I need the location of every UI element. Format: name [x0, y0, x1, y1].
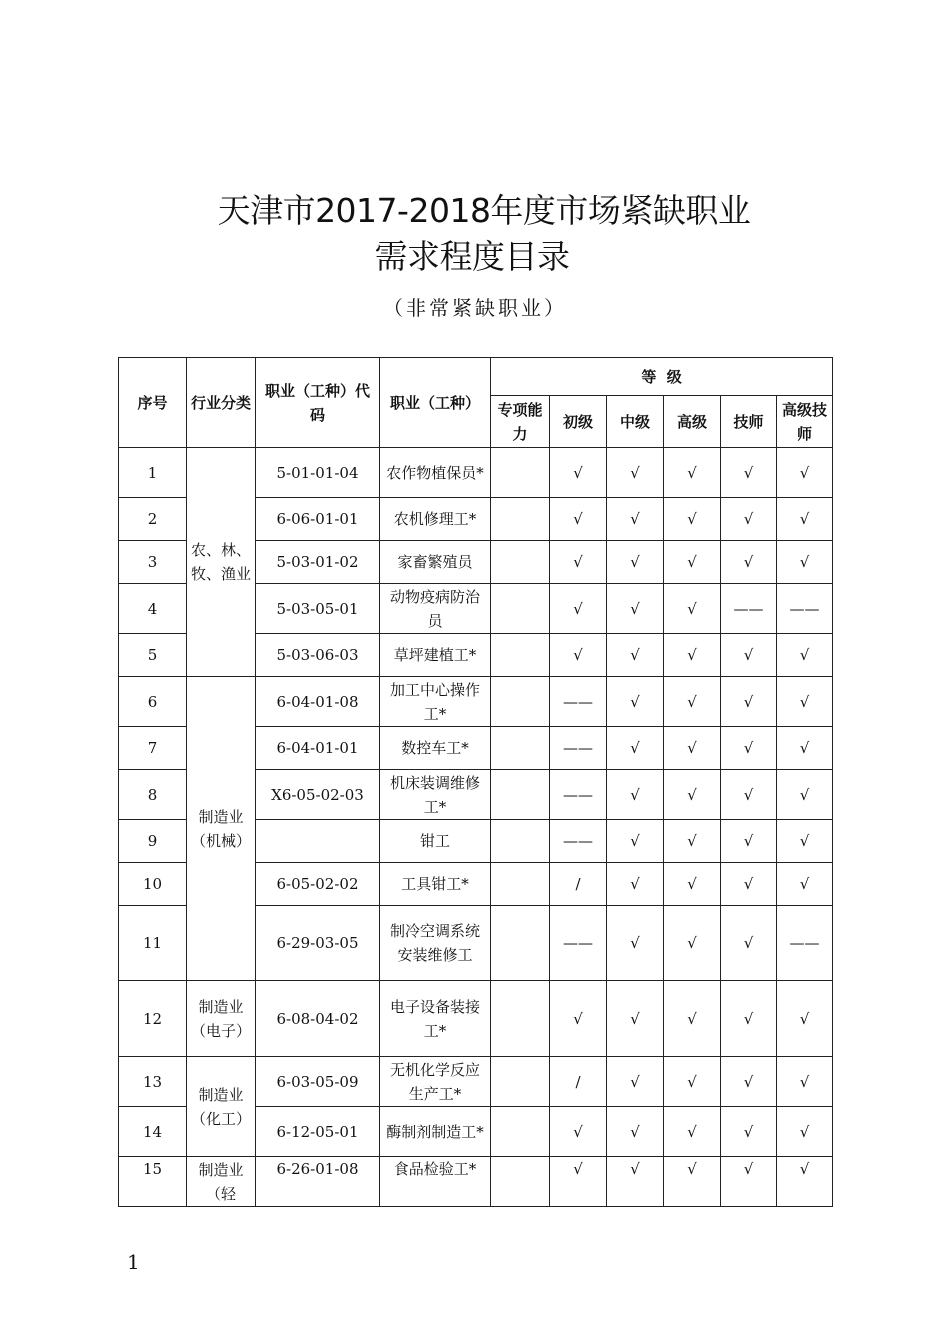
cell-level: √: [550, 498, 607, 541]
cell-level: √: [607, 1057, 664, 1107]
cell-code: 6-29-03-05: [256, 906, 380, 981]
cell-level: √: [721, 863, 777, 906]
cell-level: √: [664, 820, 721, 863]
cell-seq: 11: [119, 906, 187, 981]
cell-level: √: [777, 1157, 833, 1207]
cell-occupation: 机床装调维修工*: [380, 770, 491, 820]
header-level-technician: 技师: [721, 396, 777, 448]
cell-occupation: 钳工: [380, 820, 491, 863]
cell-level: √: [550, 634, 607, 677]
cell-level: √: [664, 541, 721, 584]
cell-code: 6-05-02-02: [256, 863, 380, 906]
cell-level: √: [664, 448, 721, 498]
cell-level: √: [664, 1107, 721, 1157]
cell-level: √: [607, 727, 664, 770]
cell-level: ——: [777, 906, 833, 981]
cell-level: √: [607, 1107, 664, 1157]
cell-occupation: 无机化学反应生产工*: [380, 1057, 491, 1107]
cell-code: [256, 820, 380, 863]
cell-code: 6-06-01-01: [256, 498, 380, 541]
cell-seq: 1: [119, 448, 187, 498]
cell-seq: 13: [119, 1057, 187, 1107]
cell-level: √: [777, 820, 833, 863]
cell-occupation: 动物疫病防治员: [380, 584, 491, 634]
cell-level: √: [550, 448, 607, 498]
header-level-group: 等 级: [491, 358, 833, 396]
table-body: [119, 448, 833, 1207]
cell-industry: 制造业（化工）: [187, 1057, 256, 1157]
header-level-senior-technician: 高级技师: [777, 396, 833, 448]
cell-level: ——: [777, 584, 833, 634]
cell-occupation: 农作物植保员*: [380, 448, 491, 498]
cell-level: ——: [550, 770, 607, 820]
table-row: [119, 1157, 833, 1207]
cell-level: √: [721, 770, 777, 820]
cell-code: 5-03-05-01: [256, 584, 380, 634]
cell-level: √: [721, 820, 777, 863]
cell-level: ——: [550, 677, 607, 727]
header-level-middle: 中级: [607, 396, 664, 448]
cell-occupation: 加工中心操作工*: [380, 677, 491, 727]
cell-code: 6-04-01-01: [256, 727, 380, 770]
cell-industry: 制造业（轻: [187, 1157, 256, 1207]
cell-level: √: [607, 448, 664, 498]
cell-level: √: [721, 1057, 777, 1107]
cell-occupation: 草坪建植工*: [380, 634, 491, 677]
cell-level: √: [777, 770, 833, 820]
cell-seq: 3: [119, 541, 187, 584]
cell-level: √: [721, 498, 777, 541]
cell-level: √: [607, 770, 664, 820]
cell-level: [491, 584, 550, 634]
header-industry: 行业分类: [187, 358, 256, 448]
cell-level: /: [550, 863, 607, 906]
cell-seq: 7: [119, 727, 187, 770]
cell-level: √: [721, 727, 777, 770]
cell-level: √: [550, 584, 607, 634]
cell-level: [491, 541, 550, 584]
cell-level: √: [664, 584, 721, 634]
cell-level: /: [550, 1057, 607, 1107]
cell-level: √: [721, 448, 777, 498]
cell-occupation: 电子设备装接工*: [380, 981, 491, 1057]
cell-level: [491, 770, 550, 820]
cell-level: √: [777, 981, 833, 1057]
cell-level: [491, 906, 550, 981]
cell-seq: 8: [119, 770, 187, 820]
title-block: [0, 188, 950, 280]
cell-level: ——: [550, 906, 607, 981]
cell-level: √: [607, 863, 664, 906]
cell-level: √: [777, 677, 833, 727]
cell-code: 6-03-05-09: [256, 1057, 380, 1107]
occupation-table: [118, 357, 833, 1207]
table-row: [119, 448, 833, 498]
cell-level: √: [664, 498, 721, 541]
cell-level: √: [721, 1107, 777, 1157]
cell-occupation: 食品检验工*: [380, 1157, 491, 1207]
cell-seq: 2: [119, 498, 187, 541]
cell-level: √: [664, 906, 721, 981]
document-title-line1: 天津市2017-2018年度市场紧缺职业: [217, 191, 751, 230]
header-occupation: 职业（工种）: [380, 358, 491, 448]
cell-level: √: [777, 1107, 833, 1157]
page-number: 1: [127, 1250, 140, 1274]
cell-level: √: [607, 584, 664, 634]
cell-level: [491, 1057, 550, 1107]
document-title-line2: 需求程度目录: [374, 237, 570, 276]
cell-code: 6-04-01-08: [256, 677, 380, 727]
cell-level: √: [777, 863, 833, 906]
cell-occupation: 工具钳工*: [380, 863, 491, 906]
header-seq: 序号: [119, 358, 187, 448]
cell-level: √: [777, 1057, 833, 1107]
cell-code: 6-08-04-02: [256, 981, 380, 1057]
cell-level: √: [607, 906, 664, 981]
cell-industry: 农、林、牧、渔业: [187, 448, 256, 677]
cell-level: √: [607, 1157, 664, 1207]
cell-industry: 制造业（机械）: [187, 677, 256, 981]
cell-level: [491, 498, 550, 541]
cell-level: √: [607, 498, 664, 541]
table-row: [119, 1057, 833, 1107]
cell-level: √: [721, 1157, 777, 1207]
cell-level: √: [664, 677, 721, 727]
cell-seq: 9: [119, 820, 187, 863]
cell-level: √: [664, 863, 721, 906]
cell-level: √: [664, 634, 721, 677]
cell-code: 6-12-05-01: [256, 1107, 380, 1157]
cell-level: [491, 981, 550, 1057]
cell-level: √: [777, 448, 833, 498]
cell-level: √: [777, 634, 833, 677]
cell-level: √: [607, 541, 664, 584]
table-row: [119, 981, 833, 1057]
cell-seq: 4: [119, 584, 187, 634]
cell-level: √: [664, 1157, 721, 1207]
cell-level: √: [721, 677, 777, 727]
cell-level: √: [721, 906, 777, 981]
cell-level: √: [777, 498, 833, 541]
cell-code: X6-05-02-03: [256, 770, 380, 820]
cell-level: [491, 1107, 550, 1157]
cell-code: 6-26-01-08: [256, 1157, 380, 1207]
cell-level: ——: [550, 820, 607, 863]
cell-code: 5-03-01-02: [256, 541, 380, 584]
cell-level: √: [664, 981, 721, 1057]
cell-level: [491, 863, 550, 906]
cell-level: [491, 820, 550, 863]
cell-level: ——: [721, 584, 777, 634]
cell-level: √: [607, 820, 664, 863]
cell-level: √: [664, 727, 721, 770]
cell-seq: 12: [119, 981, 187, 1057]
cell-occupation: 酶制剂制造工*: [380, 1107, 491, 1157]
cell-level: [491, 727, 550, 770]
cell-level: √: [550, 981, 607, 1057]
cell-seq: 10: [119, 863, 187, 906]
cell-occupation: 制冷空调系统安装维修工: [380, 906, 491, 981]
cell-level: √: [607, 634, 664, 677]
header-level-special: 专项能力: [491, 396, 550, 448]
cell-seq: 14: [119, 1107, 187, 1157]
table-row: [119, 677, 833, 727]
header-level-junior: 初级: [550, 396, 607, 448]
cell-occupation: 家畜繁殖员: [380, 541, 491, 584]
cell-level: √: [721, 541, 777, 584]
header-level-senior: 高级: [664, 396, 721, 448]
cell-level: √: [550, 541, 607, 584]
cell-level: [491, 634, 550, 677]
cell-occupation: 农机修理工*: [380, 498, 491, 541]
cell-level: [491, 448, 550, 498]
cell-level: √: [777, 541, 833, 584]
document-subtitle: （非常紧缺职业）: [383, 296, 567, 320]
cell-seq: 15: [119, 1157, 187, 1207]
cell-seq: 5: [119, 634, 187, 677]
cell-code: 5-01-01-04: [256, 448, 380, 498]
cell-level: √: [664, 1057, 721, 1107]
cell-level: √: [607, 677, 664, 727]
cell-level: √: [664, 770, 721, 820]
cell-level: √: [777, 727, 833, 770]
cell-occupation: 数控车工*: [380, 727, 491, 770]
cell-industry: 制造业（电子）: [187, 981, 256, 1057]
cell-seq: 6: [119, 677, 187, 727]
cell-level: √: [550, 1107, 607, 1157]
header-code: 职业（工种）代码: [256, 358, 380, 448]
cell-code: 5-03-06-03: [256, 634, 380, 677]
cell-level: √: [550, 1157, 607, 1207]
cell-level: √: [721, 981, 777, 1057]
cell-level: √: [721, 634, 777, 677]
cell-level: ——: [550, 727, 607, 770]
cell-level: √: [607, 981, 664, 1057]
cell-level: [491, 677, 550, 727]
cell-level: [491, 1157, 550, 1207]
